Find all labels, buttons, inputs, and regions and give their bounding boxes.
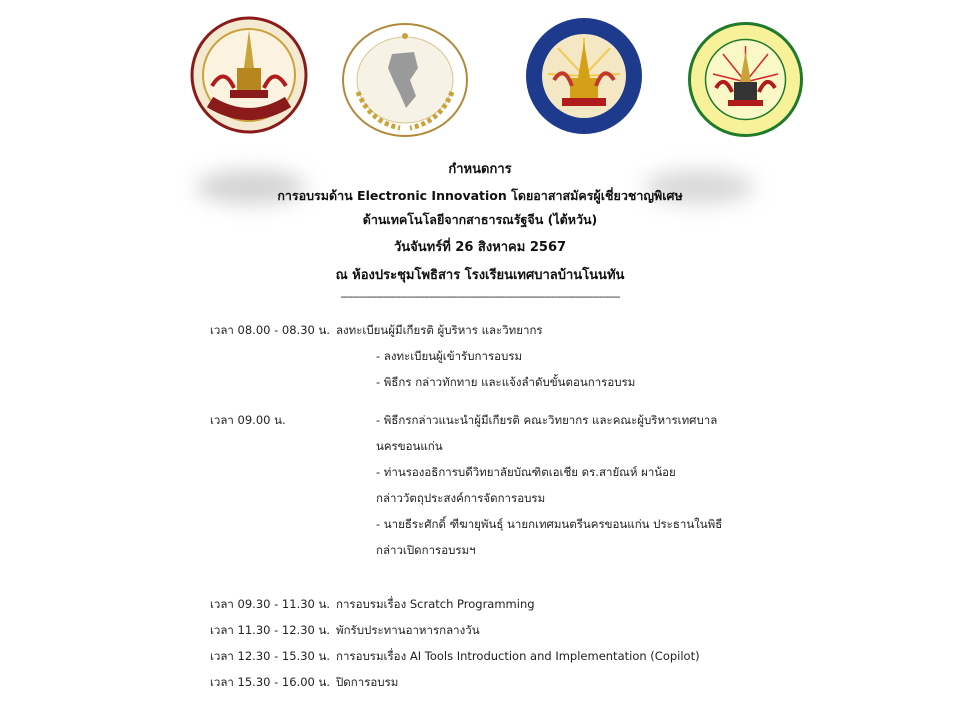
slot-1-description: ลงทะเบียนผู้มีเกียรติ ผู้บริหาร และวิทยากร [336, 323, 543, 337]
slot-2-line-3: - ท่านรองอธิการบดีวิทยาลัยบัณฑิตเอเชีย ดร.สายัณห์ ผาน้อย [376, 465, 676, 479]
time-slot-4: เวลา 11.30 - 12.30 น. [210, 623, 331, 637]
slot-1-subitem-1: - ลงทะเบียนผู้เข้ารับการอบรม [376, 349, 523, 363]
event-venue: ณ ห้องประชุมโพธิสาร โรงเรียนเทศบาลบ้านโนนทัน [335, 268, 625, 283]
event-date: วันจันทร์ที่ 26 สิงหาคม 2567 [393, 240, 567, 255]
document-header [0, 158, 960, 304]
slot-6-description: ปิดการอบรม [336, 675, 399, 689]
nakhon-khon-kaen-municipality-seal [190, 16, 308, 134]
logo-row [0, 16, 960, 136]
training-topic: การอบรมด้าน Electronic Innovation โดยอาสาสมัครผู้เชี่ยวชาญพิเศษ [277, 188, 683, 203]
slot-4-description: พักรับประทานอาหารกลางวัน [336, 623, 480, 637]
slot-3-description: การอบรมเรื่อง Scratch Programming [336, 597, 535, 611]
slot-2-line-6: กล่าวเปิดการอบรมฯ [376, 543, 476, 557]
time-slot-2: เวลา 09.00 น. [210, 413, 286, 427]
slot-2-line-1: - พิธีกรกล่าวแนะนำผู้มีเกียรติ คณะวิทยากร และคณะผู้บริหารเทศบาล [376, 413, 718, 427]
document-title: กำหนดการ [448, 162, 512, 177]
slot-2-line-4: กล่าววัตถุประสงค์การจัดการอบรม [376, 491, 546, 505]
time-slot-6: เวลา 15.30 - 16.00 น. [210, 675, 331, 689]
training-topic-continued: ด้านเทคโนโลยีจากสาธารณรัฐจีน (ไต้หวัน) [362, 212, 598, 227]
slot-1-subitem-2: - พิธีกร กล่าวทักทาย และแจ้งลำดับขั้นตอนการอบรม [376, 375, 636, 389]
slot-2-line-5: - นายธีระศักดิ์ ฑีฆายุพันธุ์ นายกเทศมนตรีนครขอนแก่น ประธานในพิธี [376, 517, 723, 531]
education-bureau-seal [524, 16, 644, 136]
header-divider: ---------------------------------------------------------------------------------------------- [340, 290, 620, 303]
time-slot-5: เวลา 12.30 - 15.30 น. [210, 649, 331, 663]
time-slot-1: เวลา 08.00 - 08.30 น. [210, 323, 331, 337]
college-of-asian-scholars-seal [340, 22, 470, 138]
ban-non-than-school-seal [688, 22, 803, 137]
time-slot-3: เวลา 09.30 - 11.30 น. [210, 597, 331, 611]
slot-2-line-2: นครขอนแก่น [376, 439, 443, 453]
slot-5-description: การอบรมเรื่อง AI Tools Introduction and Implementation (Copilot) [336, 649, 700, 663]
